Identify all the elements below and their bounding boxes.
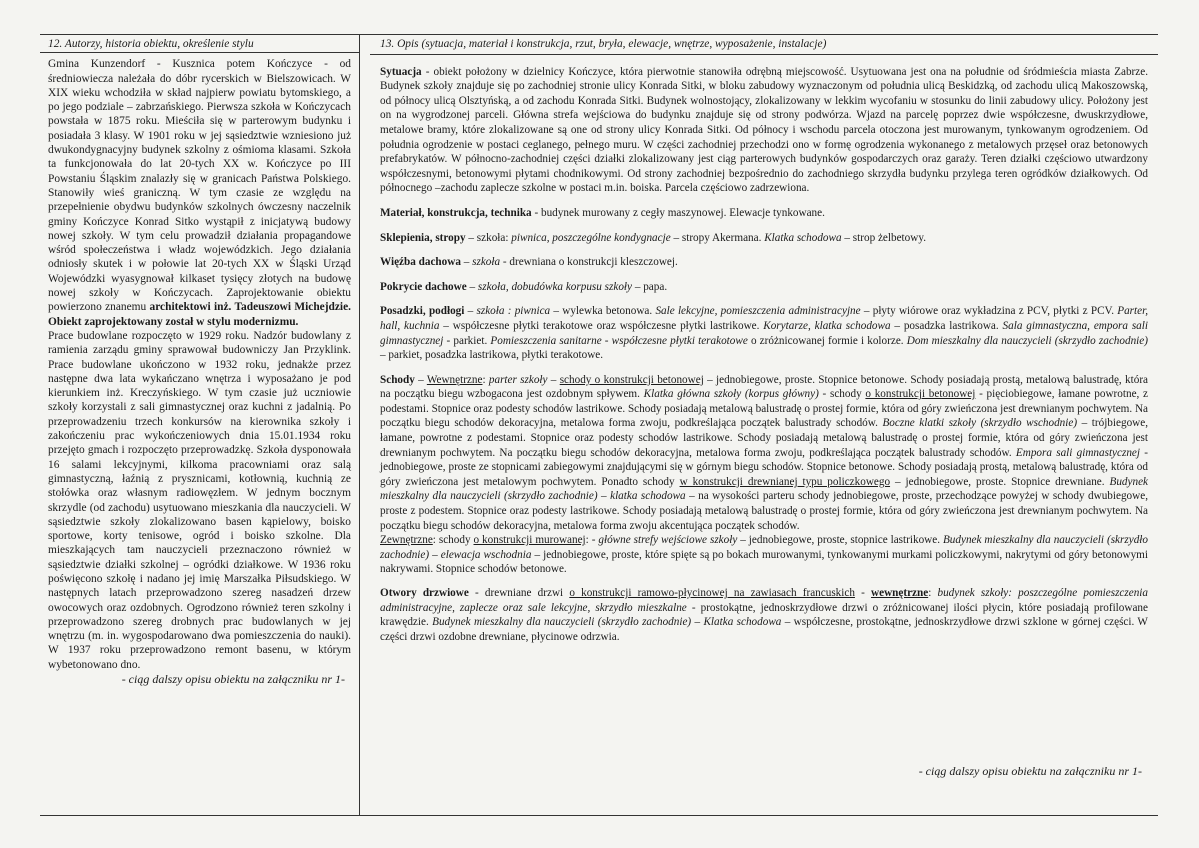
sklepienia-paragraph: [380, 231, 1148, 246]
schody-text: – na wysokości parteru schody jednobiegowe, proste, przechodzące powyżej w schody dwubiegowe, proste z podestem. Stopnice oraz podesty lastrikowe. Schody posiadają metalową balustradę o prostej formie, która od góry zwieńczona jest drewnianym pochwytem. Na początku biegu schodów dekoracyjna, metalowa forma zwoju akcentująca początek schodów.: [380, 490, 1148, 532]
schody-text: Zewnętrzne: [380, 534, 433, 547]
posadzki-text: Sale lekcyjne, pomieszczenia administracyjne: [655, 305, 861, 318]
history-text-1: Gmina Kunzendorf - Kusznica potem Kończyce - od średniowiecza należała do dóbr rycerskich w Bielszowicach. W XIX wieku wchodziła w skład najpierw powiatu bytomskiego, a po jego podziale – zabrzańskiego. Pierwsza szkoła w Kończycach powstała w 1875 roku. Mieściła się w parterowym budynku i posiadała 3 klasy. W 1901 roku w jej sąsiedztwie wzniesiono już dwukondygnacyjny budynek szkolny z ośmioma klasami. Szkoła ta funkcjonowała do lat 20-tych XX w. Kończyce po III Powstaniu Śląskim znalazły się w granicach Państwa Polskiego. Stanowiły wieś graniczną. W tym czasie ze względu na przepełnienie obydwu budynków szkolnych ówczesny naczelnik gminy Kończyce Konrad Sitko wystąpił z inicjatywą budowy nowej szkoły. W tym celu prowadził działania propagandowe wśród społeczeństwa i władz wojewódzkich. Jego działania odniosły skutek i w połowie lat 20-tych XX w Śląski Urząd Wojewódzki wyasygnował kilkaset tysięcy złotych na budowę nowej szkoły w Kończycach. Zaprojektowanie obiektu powierzono znanemu: [48, 58, 351, 314]
sklepienia-label: Sklepienia, stropy: [380, 231, 466, 244]
schody-text: o konstrukcji betonowej: [865, 388, 976, 401]
otwory-text: budynek szkoły: poszczególne pomieszczenia administracyjne, zaplecze oraz sale lekcyjne, skrzydło mieszkalne: [380, 587, 1149, 614]
schody-text: Budynek mieszkalny dla nauczycieli (skrzydło zachodnie) – klatka schodowa: [380, 475, 1149, 503]
schody-text: o konstrukcji murowanej: [473, 534, 586, 547]
sklepienia-text: – strop żelbetowy.: [841, 231, 926, 244]
posadzki-text: Parter, hall, kuchnia: [380, 305, 1149, 332]
posadzki-text: - parkiet.: [443, 334, 491, 347]
schody-text: – jednobiegowe, proste, które spięte są po bokach murowanymi, tynkowanymi murkami policzkowymi, nakrytymi od góry betonowymi nakrywami. Stopnice schodów betonowe.: [380, 548, 1148, 576]
sytuacja-paragraph: [380, 65, 1148, 196]
posadzki-text: – posadzka lastrikowa.: [890, 319, 1003, 332]
sytuacja-text: - obiekt położony w dzielnicy Kończyce, która pierwotnie stanowiła odrębną miejscowość. Usytuowana jest ona na południe od śródmieścia miasta Zabrze. Budynek szkoły znajduje się po zachodniej stronie ulicy Konrada Sitki, w bloku zabudowy wyznaczonym od południa ulicą Beskidzką, od zachodu ulicą Makoszowską, od północy ulicą Olsztyńską, a od zachodu Konrada Sitki. Budynek wolnostojący, zlokalizowany w lekkim wycofaniu w stosunku do linii zabudowy ulicy. Położony jest on na wygrodzonej parceli. Główna strefa wejściowa do budynku znajduje się od strony podwórza. Wjazd na parcelę poprzez dwie współczesne, dwuskrzydłowe, metalowe bramy, które zlokalizowane są one od strony ulicy Konrada Sitki. Od północy i wschodu parcela otoczona jest murowanym, tynkowanym ogrodzeniem. Od południa ogrodzenie w postaci ceglanego, pełnego muru. W części zachodniej przechodzi ono w formę ogrodzenia wykonanego z metalowych przęseł oraz betonowych prefabrykatów. W północno-zachodniej części działki zlokalizowany jest ciąg parterowych budynków gospodarczych oraz garaży. Teren działki częściowo utwardzony współczesnymi, betonowymi płytami chodnikowymi. Od strony zachodniej bezpośrednio do zachodniego skrzydła budynku przylega teren ogródków działkowych. Od północnego –zachodu zaplecze szkolne w postaci m.in. boiska. Parcela częściowo zadrzewiona.: [380, 65, 1148, 195]
schody-text: :: [482, 373, 489, 386]
schody-text: parter szkoły: [488, 373, 548, 386]
material-paragraph: [380, 206, 1148, 221]
schody-text: : schody: [432, 534, 474, 547]
posadzki-text: Korytarze, klatka schodowa: [763, 319, 891, 332]
schody-text: –: [414, 373, 427, 386]
otwory-paragraph: [380, 586, 1148, 644]
otwory-text: o konstrukcji ramowo-płycinowej na zawiasach francuskich: [569, 587, 855, 599]
otwory-text: - drewniane drzwi: [468, 587, 570, 599]
left-column: [40, 35, 360, 815]
schody-text: – jednobiegowe, proste. Stopnice drewniane.: [890, 475, 1110, 488]
pokrycie-label: Pokrycie dachowe: [380, 280, 467, 293]
wiezba-text: –: [460, 256, 473, 269]
posadzki-text: – parkiet, posadzka lastrikowa, płytki terakotowe.: [380, 349, 604, 362]
sklepienia-text: Klatka schodowa: [764, 231, 842, 244]
schody-text: Budynek mieszkalny dla nauczycieli (skrzydło zachodnie) – elewacja wschodnia: [380, 534, 1148, 561]
posadzki-text: o zróżnicowanej formie i kolorze.: [747, 334, 907, 347]
wiezba-text: - drewniana o konstrukcji kleszczowej.: [500, 256, 678, 269]
section-12-heading: 12. Autorzy, historia obiektu, określenie stylu: [40, 37, 359, 53]
schody-text: –: [547, 373, 560, 386]
document-sheet: [40, 34, 1158, 816]
otwory-text: - prostokątne, jednoskrzydłowe drzwi o zróżnicowanej ilości płycin, które posiadają profilowane krawędzie.: [380, 601, 1148, 629]
otwory-text: Budynek mieszkalny dla nauczycieli (skrzydło zachodnie) – Klatka schodowa: [432, 616, 782, 629]
otwory-text: wewnętrzne: [871, 587, 929, 599]
sklepienia-text: – stropy Akermana.: [670, 231, 765, 244]
schody-label: Schody: [380, 373, 415, 386]
pokrycie-text: – papa.: [632, 280, 668, 293]
posadzki-text: szkoła : piwnica: [476, 305, 551, 318]
posadzki-label: Posadzki, podłogi: [380, 305, 465, 318]
architect-text: architektowi inż. Tadeuszowi Michejdzie. Obiekt zaprojektowany został w stylu modernizmu.: [48, 301, 351, 328]
material-label: Materiał, konstrukcja, technika: [380, 206, 532, 219]
otwory-text: -: [854, 587, 872, 599]
schody-text: - schody: [818, 388, 866, 401]
schody-text: Boczne klatki szkoły (skrzydło wschodnie): [882, 417, 1078, 430]
sytuacja-label: Sytuacja: [380, 65, 422, 78]
posadzki-paragraph: [380, 304, 1148, 362]
schody-text: - pięciobiegowe, łamane powrotne, z podestami. Stopnice oraz podesty schodów lastrikowe. Schody posiadają metalową balustradę o prostej formie, która od góry zwieńczona jest drewnianym pochwytem. Na początku biegu schodów dekoracyjna, metalowa forma zwoju, podkreślająca początek balustrady schodów.: [380, 388, 1149, 430]
schody-paragraph: [380, 373, 1148, 577]
history-paragraph-2: Prace budowlane rozpoczęto w 1929 roku. Nadzór budowlany z ramienia zarządu gminy sprawował budowniczy Jan Przyklink. Prace budowlane ukończono w 1932 roku, jednakże przez następne dwa lata wykańczano wnętrza i wyposażano je pod kierunkiem inż. Kreczyńskiego. W tym czasie już uczniowie szkoły korzystali z sali gimnastycznej oraz kuchni z jadalnią. Po przeprowadzeniu trzech konkursów na kierownika szkoły i zakończeniu prac wykończeniowych dnia 15.01.1934 roku przejęto gmach i rozpoczęto przeprowadzkę. Szkoła dysponowała 16 salami lekcyjnymi, kilkoma pracowniami oraz salą gimnastyczną, łaźnią z prysznicami, kotłownią, kuchnią ze stołówka oraz własnym radiowęzłem. W jednym bocznym skrzydle (od zachodu) usytuowano mieszkania dla nauczycieli. W sąsiedztwie szkoły zlokalizowano basen kąpielowy, boisko sportowe, korty tenisowe, ogród i boisko szkolne. Dla mieszkających tam nauczycieli przeznaczono również w sąsiedztwie działki szkolnej – ogródki działkowe. W 1936 roku poświęcono szkołę i nadano jej imię Marszałka Piłsudskiego. W następnych latach przeprowadzono szereg nasadzeń drzew owocowych oraz ozdobnych. Ogrodzono również teren szkolny i przeprowadzono szereg drobnych prac budowlanych w jej wnętrzu (m. in. wygospodarowano dwa pomieszczenia do nauki). W 1937 roku przeprowadzono remont basenu, w którym wybetonowano dno.: [48, 329, 351, 671]
schody-text: Empora sali gimnastycznej: [1015, 446, 1141, 459]
schody-text: – trójbiegowe, łamane, powrotne z podestami. Stopnice oraz podesty schodów lastrikowe. Schody posiadają metalową balustradę o prostej formie, która od góry zwieńczona jest drewnianym pochwytem. Na początku biegu schodów dekoracyjna, metalowa forma zwoju, podkreślająca początek balustrady schodów.: [380, 417, 1149, 459]
wiezba-text: szkoła: [472, 256, 501, 269]
sklepienia-text: piwnica, poszczególne kondygnacje: [511, 231, 671, 244]
schody-text: Wewnętrzne: [426, 373, 483, 386]
material-text: - budynek murowany z cegły maszynowej. Elewacje tynkowane.: [531, 206, 825, 219]
posadzki-text: Pomieszczenia sanitarne - współczesne płytki terakotowe: [490, 334, 748, 347]
history-paragraph-1: [48, 57, 351, 329]
posadzki-text: – płyty wiórowe oraz wykładzina z PCV, płytki z PCV.: [860, 305, 1118, 318]
otwory-text: – współczesne, prostokątne, jednoskrzydłowe drzwi szklone w górnej części. W części drzwi ozdobne drewniane, płycinowe odrzwia.: [380, 616, 1148, 643]
right-column: [370, 35, 1158, 815]
continuation-note-left: - ciąg dalszy opisu obiektu na załączniku nr 1-: [121, 672, 345, 687]
pokrycie-paragraph: [380, 280, 1148, 295]
pokrycie-text: szkoła, dobudówka korpusu szkoły: [477, 280, 633, 293]
schody-text: : -: [585, 534, 599, 547]
posadzki-text: – współczesne płytki terakotowe oraz współczesne płytki lastrikowe.: [439, 319, 764, 332]
posadzki-text: – wylewka betonowa.: [550, 305, 656, 318]
schody-text: schody o konstrukcji betonowej: [559, 373, 704, 386]
schody-text: - jednobiegowe, proste ze stopnicami zabiegowymi znajdującymi się w górnym biegu schodów. Stopnice betonowe. Schody posiadają prostą, metalową balustradę, która od góry zwieńczona jest metalowym pochwytem. Ponadto schody: [380, 446, 1148, 488]
schody-text: w konstrukcji drewnianej typu policzkowego: [679, 475, 891, 488]
schody-text: główne strefy wejściowe szkoły: [598, 534, 738, 547]
sklepienia-text: – szkoła:: [465, 231, 512, 244]
wiezba-paragraph: [380, 255, 1148, 270]
otwory-text: :: [928, 587, 938, 599]
section-13-heading: 13. Opis (sytuacja, materiał i konstrukcja, rzut, bryła, elewacje, wnętrze, wyposażenie, instalacje): [370, 35, 1158, 55]
otwory-label: Otwory drzwiowe: [380, 587, 469, 599]
posadzki-text: –: [464, 305, 477, 318]
pokrycie-text: –: [466, 280, 478, 293]
wiezba-label: Więźba dachowa: [380, 256, 461, 269]
continuation-note-right: - ciąg dalszy opisu obiektu na załączniku nr 1-: [918, 764, 1142, 779]
schody-text: – jednobiegowe, proste. Stopnice betonowe. Schody posiadają prostą, metalową balustradę, która na początku biegu wzbogacona jest ozdobnym spływem.: [380, 373, 1149, 401]
posadzki-text: Dom mieszkalny dla nauczycieli (skrzydło zachodnie): [906, 334, 1148, 347]
posadzki-text: Sala gimnastyczna, empora sali gimnastycznej: [380, 319, 1148, 347]
schody-text: – jednobiegowe, proste, stopnice lastrikowe.: [737, 534, 943, 547]
schody-text: Klatka główna szkoły (korpus główny): [643, 388, 819, 401]
